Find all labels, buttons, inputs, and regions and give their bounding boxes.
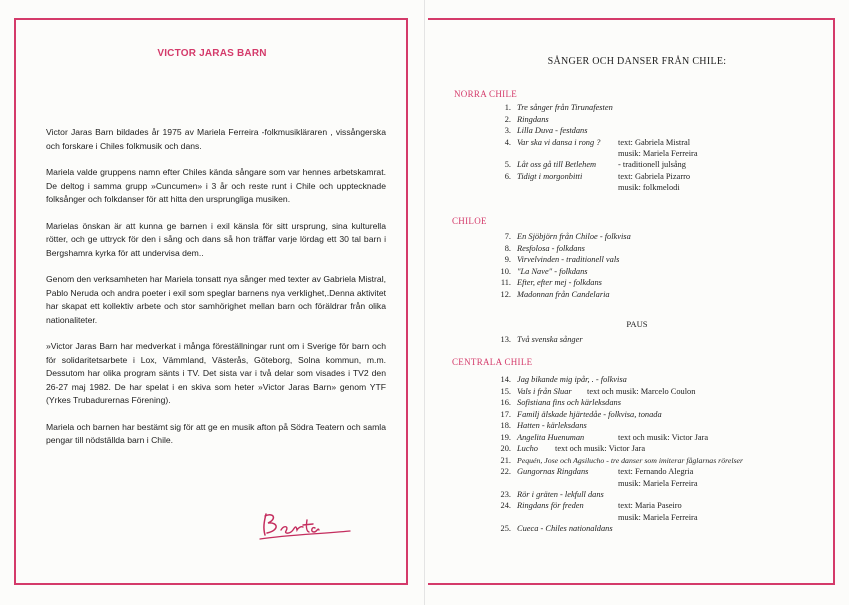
song-item: 18. Hatten - kärleksdans [500, 421, 587, 430]
song-item: 3. Lilla Duva - festdans [504, 126, 588, 135]
paragraph-new-songs: Genom den verksamheten har Mariela tonsatt nya sånger med texter av Gabriela Mistral, Pablo Neruda och andra poeter i exil som speglar barnens nya verklighet,.Denna aktivitet har skapat ett kollektiv arbete och stor samhörighet mellan barn och föräldrar från olika nationaliteter. [46, 274, 386, 325]
song-list-chiloe [425, 231, 805, 300]
paragraph-exile-children: Marielas önskan är att kunna ge barnen i exil känsla för sitt ursprung, sina kulturella rötter, och ge uttryck för den i sång och dans så hon träffar varje lördag ett 30 tal barn i Bergshamra kyrka för att undervisa dem.. [46, 220, 386, 258]
program-title: SÅNGER OCH DANSER FRÅN CHILE: [547, 56, 727, 67]
song-item: 12. Madonnan från Candelaria [500, 289, 610, 299]
song-item: 21. Pequén, Jose och Agsilucho - tre danser som imiterar fåglarnas rörelser [500, 455, 744, 465]
left-page [0, 0, 424, 605]
paragraph-performances: »Victor Jaras Barn har medverkat i många föreställningar runt om i Sverige för barn och för solidaritetsarbete i Lox, Vämmland, Västerås, Göteborg, Solna kommun, m.m. Dessutom har olika program sänts i TV. Det sista var i två delar som visades i TV2 den 26-27 maj 1982. De har spelat i en skiva som heter »Victor Jaras Barn» genom YTF (Yrkes Trubadurernas Förening). [46, 341, 386, 405]
song-list-intermission [425, 334, 805, 346]
song-item: 25. Cueca - Chiles nationaldans [500, 523, 613, 533]
paragraph-founding: Victor Jaras Barn bildades år 1975 av Mariela Ferreira -folkmusikläraren , vissångerska och forskare i Chiles folkmusik och dans. [46, 127, 386, 151]
song-list-centrala-chile [425, 374, 805, 534]
song-item: 15. Vals i från Sluar text och musik: Marcelo Coulon [500, 386, 696, 396]
region-heading-norra-chile: NORRA CHILE [454, 89, 518, 99]
song-item: 20. Lucho text och musik: Victor Jara [500, 444, 646, 453]
song-item: 11. Efter, efter mej - folkdans [500, 278, 602, 287]
song-item: 2. Ringdans [504, 114, 549, 124]
song-credit: musik: Mariela Ferreira [618, 149, 698, 158]
song-item: 1. Tre sånger från Tirunafesten [504, 103, 613, 112]
song-item: 17. Familj älskade hjärtedåe - folkvisa, tonada [500, 409, 662, 419]
song-credit: musik: Mariela Ferreira [618, 478, 698, 488]
region-heading-centrala-chile: CENTRALA CHILE [452, 357, 533, 367]
song-item: 24. Ringdans för freden text: Maria Paseiro [500, 501, 682, 510]
song-list-norra-chile [425, 102, 805, 193]
song-credit: musik: Mariela Ferreira [618, 512, 698, 522]
song-item: 10. "La Nave" - folkdans [500, 266, 588, 276]
song-item: 19. Angelita Huenuman text och musik: Victor Jara [500, 432, 709, 442]
right-page [425, 0, 849, 605]
paragraph-group-name: Mariela valde gruppens namn efter Chiles kända sångare som var hennes arbetskamrat. De deltog i samma grupp »Cuncumen» i 3 år och reste runt i Chile och upptecknade folksånger och folkdanser för att hitta den ursprungliga musiken. [46, 167, 386, 204]
region-heading-chiloe: CHILOE [452, 216, 487, 226]
song-item: 16. Sofistiana fins och kärleksdans [500, 398, 621, 407]
song-item: 8. Resfolosa - folkdans [504, 243, 585, 253]
left-page-body [46, 126, 386, 461]
handwritten-signature [258, 508, 354, 542]
song-item: 13. Två svenska sånger [500, 335, 583, 344]
song-item: 14. Jag bikande mig ipår, . - folkvisa [500, 375, 627, 384]
song-item: 4. Var ska vi dansa i rong ? text: Gabriela Mistral [504, 137, 691, 147]
paragraph-concert: Mariela och barnen har bestämt sig för att ge en musik afton på Södra Teatern och samla pengar till nödställda barn i Chile. [46, 421, 386, 445]
intermission-label: PAUS [626, 319, 648, 329]
song-item: 6. Tidigt i morgonbitti text: Gabriela Pizarro [504, 171, 691, 181]
song-item: 23. Rör i gräten - lekfull dans [500, 489, 604, 499]
song-item: 5. Låt oss gå till Betlehem - traditionell julsång [504, 160, 686, 169]
song-item: 7. En Sjöbjörn från Chiloe - folkvisa [504, 232, 631, 241]
left-page-title: VICTOR JARAS BARN [157, 48, 267, 59]
song-item: 22. Gungornas Ringdans text: Fernando Alegria [500, 467, 694, 476]
song-credit: musik: folkmelodi [618, 183, 680, 192]
song-item: 9. Virvelvinden - traditionell vals [504, 255, 620, 264]
